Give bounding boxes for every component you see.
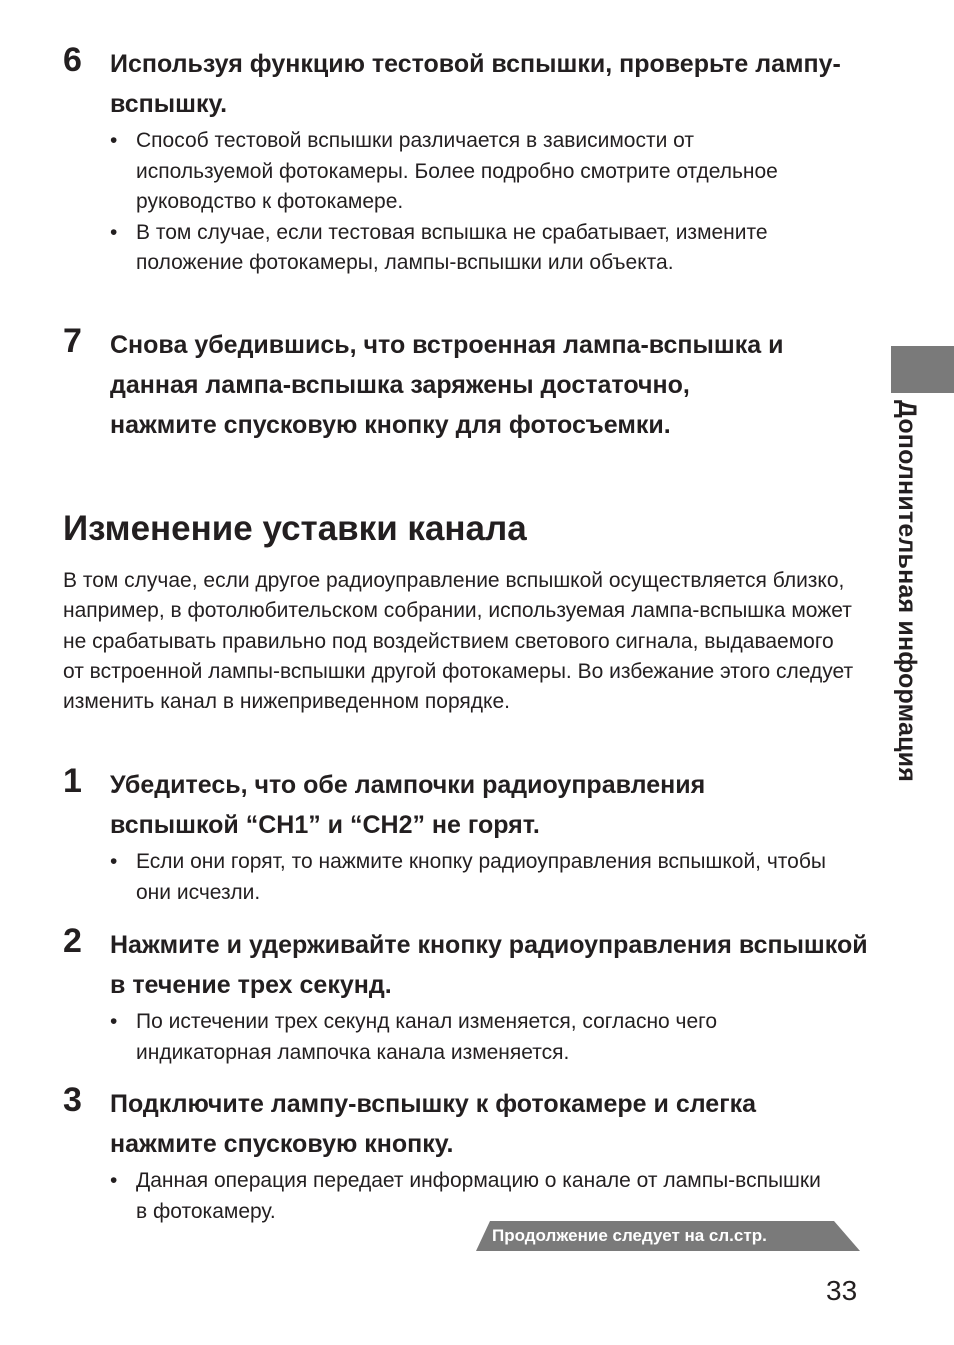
- step-number: 1: [63, 762, 82, 800]
- step-1: [63, 762, 863, 908]
- step-title: Убедитесь, что обе лампочки радиоуправления вспышкой “CH1” и “CH2” не горят.: [110, 771, 706, 839]
- bullet-list: [110, 847, 863, 908]
- bullet-icon: •: [110, 129, 118, 152]
- bullet-text: Если они горят, то нажмите кнопку радиоуправления вспышкой, чтобы они исчезли.: [136, 850, 826, 904]
- bullet-text: По истечении трех секунд канал изменяется, согласно чего индикаторная лампочка канала изменяется.: [136, 1010, 718, 1064]
- continue-banner: [476, 1221, 860, 1251]
- step-6: [63, 41, 863, 279]
- list-item: [110, 218, 826, 279]
- step-number: 2: [63, 922, 82, 960]
- step-title: Нажмите и удерживайте кнопку радиоуправления вспышкой в течение трех секунд.: [110, 931, 868, 999]
- step-2: [63, 922, 868, 1068]
- list-item: [110, 1166, 826, 1227]
- step-title: Используя функцию тестовой вспышки, проверьте лампу-вспышку.: [110, 50, 841, 118]
- page-number: 33: [826, 1275, 858, 1306]
- intro-paragraph: В том случае, если другое радиоуправление вспышкой осуществляется близко, например, в фотолюбительском собрании, используемая лампа-вспышка может не срабатывать правильно под воздействием светового сигнала, выдаваемого от встроенной лампы-вспышки другой фотокамеры. Во избежание этого следует изменить канал в нижеприведенном порядке.: [63, 569, 854, 714]
- list-item: [110, 847, 826, 908]
- side-tab-label: Дополнительная информация: [893, 400, 921, 783]
- bullet-text: Данная операция передает информацию о канале от лампы-вспышки в фотокамеру.: [136, 1169, 821, 1223]
- bullet-text: Способ тестовой вспышки различается в зависимости от используемой фотокамеры. Более подробно смотрите отдельное руководство к фотокамере.: [136, 129, 778, 213]
- step-7: [63, 322, 863, 445]
- bullet-list: [110, 1007, 863, 1068]
- step-title: Снова убедившись, что встроенная лампа-вспышка и данная лампа-вспышка заряжены достаточно, нажмите спусковую кнопку для фотосъемки.: [110, 331, 784, 439]
- step-number: 3: [63, 1081, 82, 1119]
- bullet-icon: •: [110, 220, 118, 244]
- list-item: [110, 126, 826, 218]
- bullet-icon: •: [110, 850, 118, 873]
- side-tab-marker: [891, 346, 954, 393]
- list-item: [110, 1007, 826, 1068]
- bullet-list: [110, 126, 863, 279]
- continue-label: Продолжение следует на сл.стр.: [492, 1226, 767, 1245]
- step-number: 6: [63, 41, 82, 79]
- step-3: [63, 1081, 863, 1227]
- step-number: 7: [63, 322, 82, 360]
- bullet-icon: •: [110, 1169, 118, 1192]
- bullet-list: [110, 1166, 863, 1227]
- step-title: Подключите лампу-вспышку к фотокамере и слегка нажмите спусковую кнопку.: [110, 1090, 757, 1158]
- bullet-text: В том случае, если тестовая вспышка не срабатывает, измените положение фотокамеры, лампы-вспышки или объекта.: [136, 220, 768, 274]
- section-heading: Изменение уставки канала: [63, 509, 527, 548]
- bullet-icon: •: [110, 1010, 118, 1033]
